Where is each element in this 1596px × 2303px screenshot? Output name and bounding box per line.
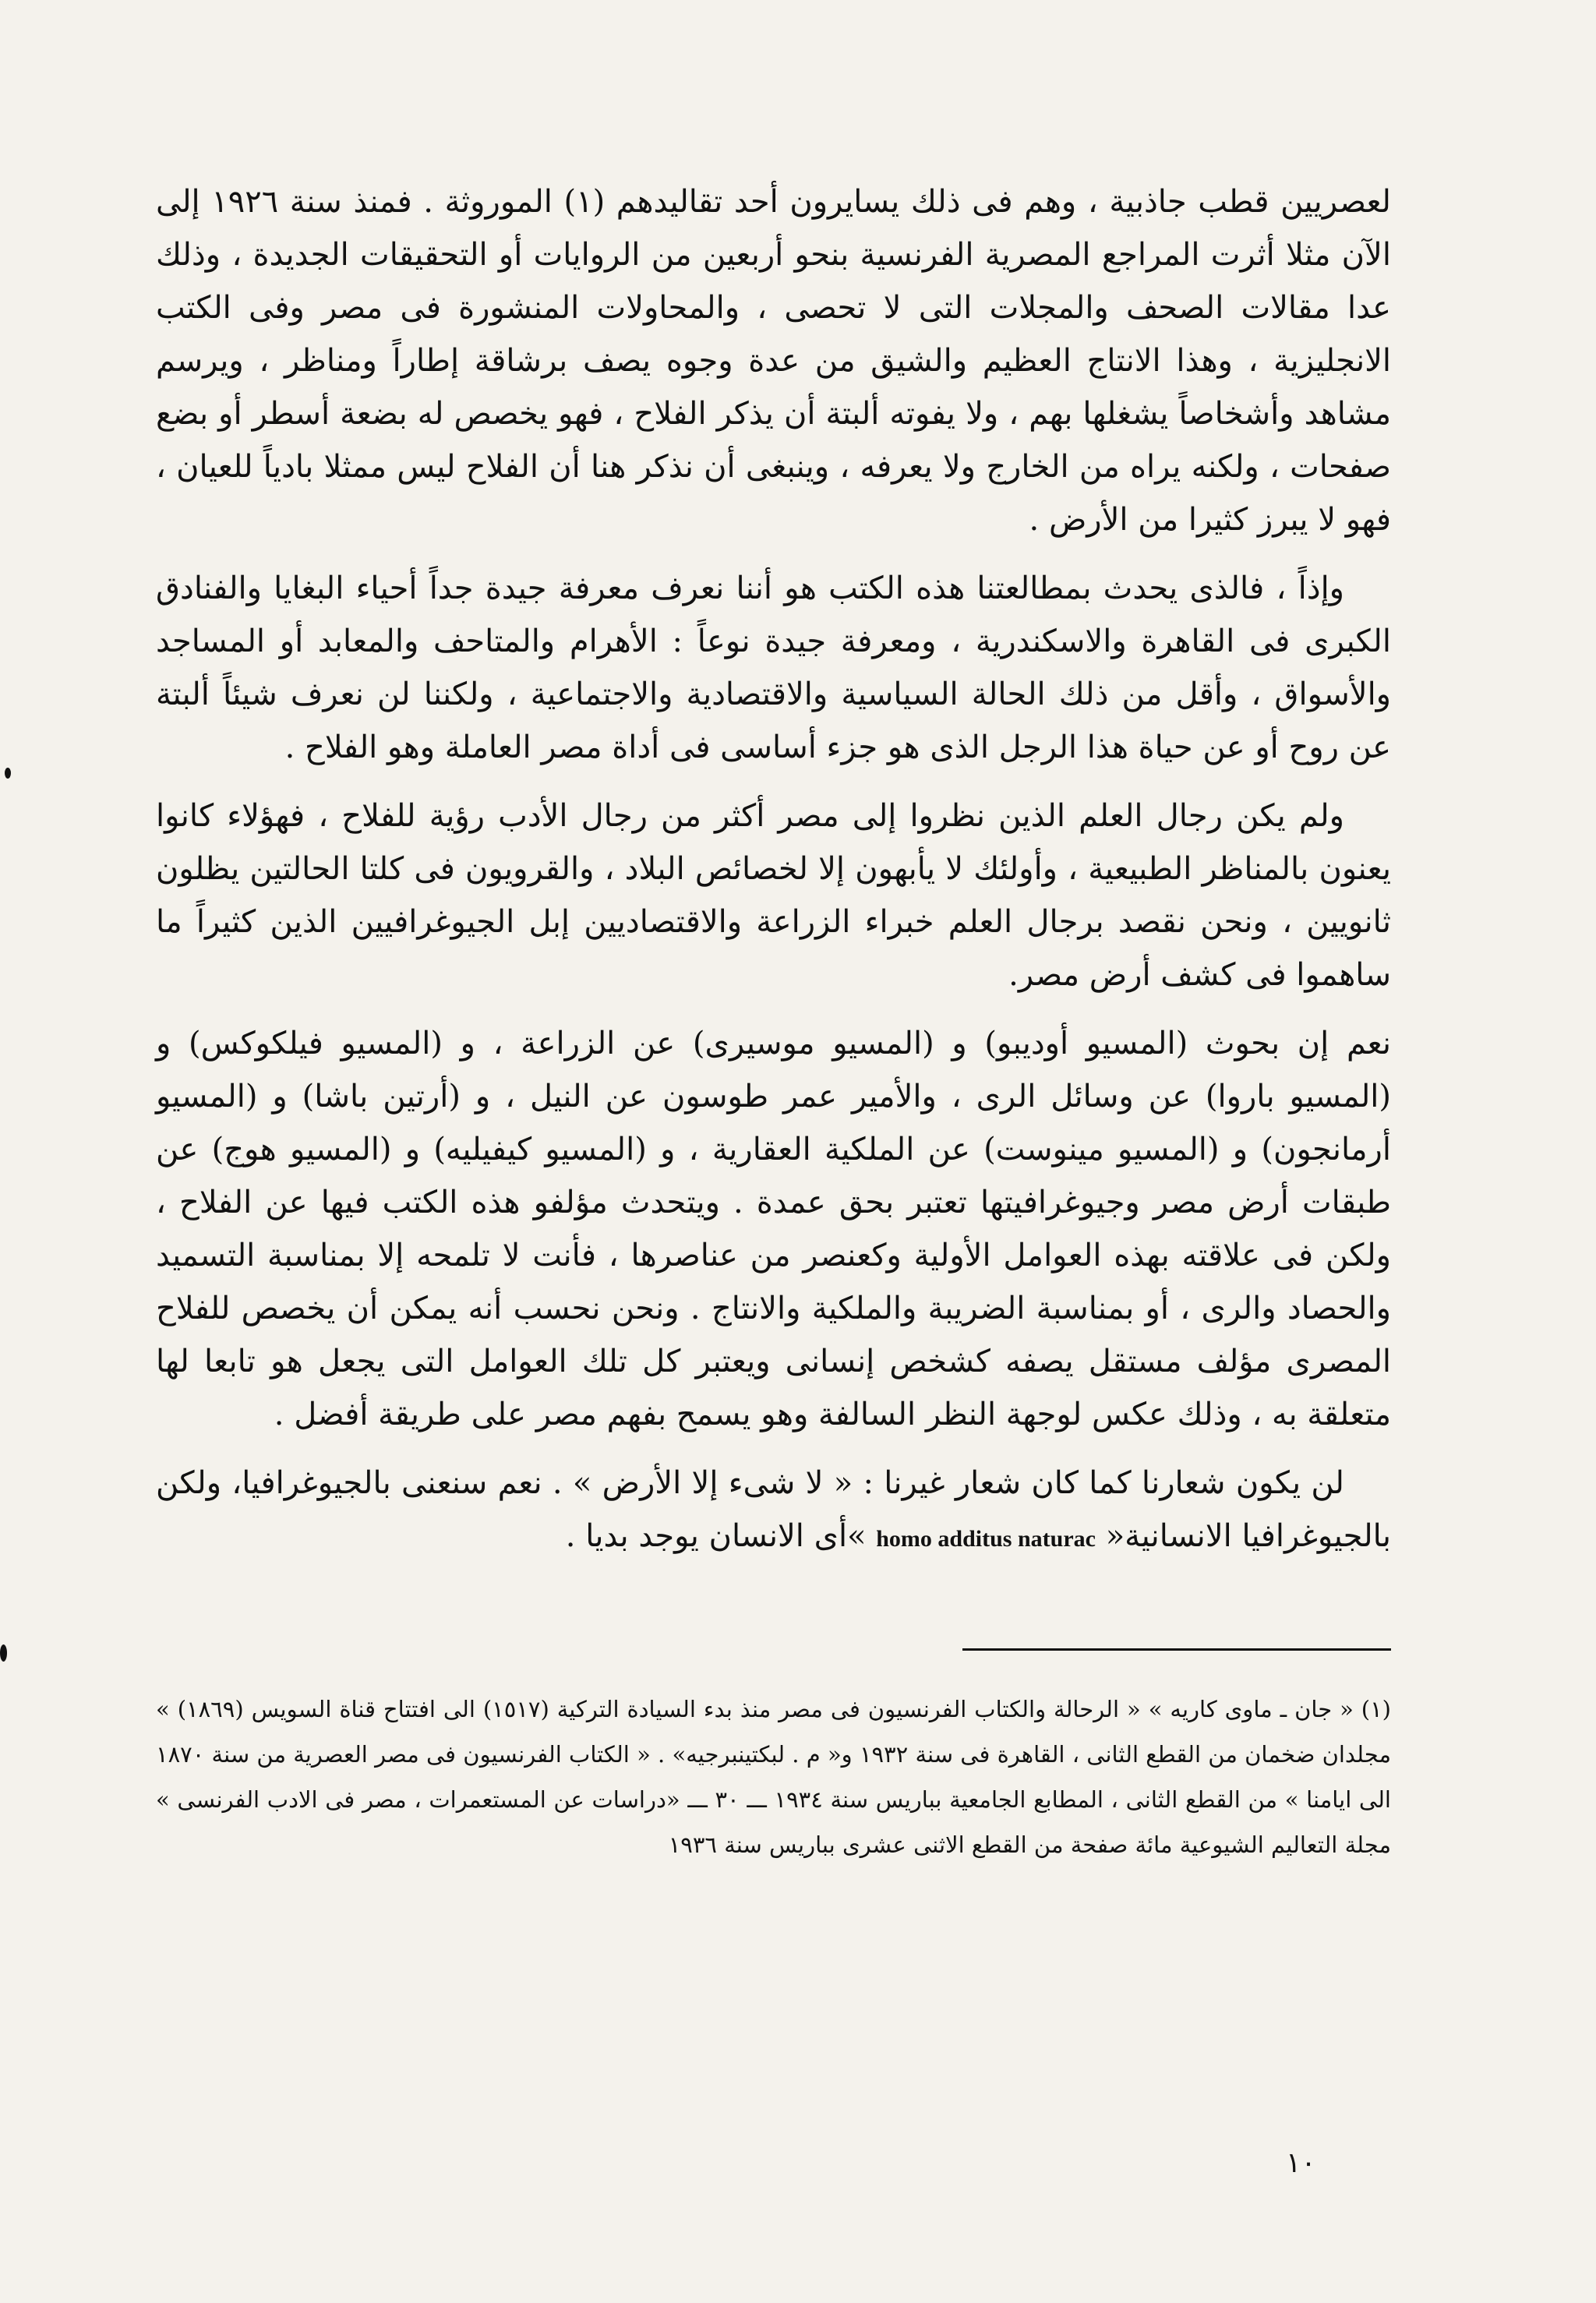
scan-speck [5,768,11,779]
paragraph-5 [156,1457,1391,1566]
footnote-separator [962,1648,1391,1651]
paragraph-4: نعم إن بحوث (المسيو أوديبو) و (المسيو موسيرى) عن الزراعة ، و (المسيو فيلكوكس) و (المسيو باروا) عن وسائل الرى ، والأمير عمر طوسون عن النيل ، و (أرتين باشا) و (المسيو أرمانجون) و (المسيو مينوست) عن الملكية العقارية ، و (المسيو كيفيليه) و (المسيو هوج) عن طبقات أرض مصر وجيوغرافيتها تعتبر بحق عمدة . ويتحدث مؤلفو هذه الكتب فيها عن الفلاح ، ولكن فى علاقته بهذه العوامل الأولية وكعنصر من عناصرها ، فأنت لا تلمحه إلا بمناسبة التسميد والحصاد والرى ، أو بمناسبة الضريبة والملكية والانتاج . ونحن نحسب أنه يمكن أن يخصص للفلاح المصرى مؤلف مستقل يصفه كشخص إنسانى ويعتبر كل تلك العوامل التى يجعل هو تابعا لها متعلقة به ، وذلك عكس لوجهة النظر السالفة وهو يسمح بفهم مصر على طريقة أفضل . [156,1026,1391,1432]
document-page [156,175,1391,2280]
paragraph-1: لعصريين قطب جاذبية ، وهم فى ذلك يسايرون أحد تقاليدهم (١) الموروثة . فمنذ سنة ١٩٢٦ إلى الآن مثلا أثرت المراجع المصرية الفرنسية بنحو أربعين من الروايات أو التحقيقات الجديدة ، وذلك عدا مقالات الصحف والمجلات التى لا تحصى ، والمحاولات المنشورة فى مصر وفى الكتب الانجليزية ، وهذا الانتاج العظيم والشيق من عدة وجوه يصف برشاقة إطاراً ومناظر ، ويرسم مشاهد وأشخاصاً يشغلها بهم ، ولا يفوته ألبتة أن يذكر الفلاح ، فهو يخصص له بضعة أسطر أو بضع صفحات ، ولكنه يراه من الخارج ولا يعرفه ، وينبغى أن نذكر هنا أن الفلاح ليس ممثلا بادياً للعيان ، فهو لا يبرز كثيرا من الأرض . [156,184,1392,538]
scan-speck [0,1644,7,1662]
latin-phrase: homo additus naturac [876,1526,1096,1552]
paragraph-2: وإذاً ، فالذى يحدث بمطالعتنا هذه الكتب هو أننا نعرف معرفة جيدة جداً أحياء البغايا والفنادق الكبرى فى القاهرة والاسكندرية ، ومعرفة جيدة نوعاً : الأهرام والمتاحف والمعابد أو المساجد والأسواق ، وأقل من ذلك الحالة السياسية والاقتصادية والاجتماعية ، ولكننا لن نعرف شيئاً ألبتة عن روح أو عن حياة هذا الرجل الذى هو جزء أساسى فى أداة مصر العاملة وهو الفلاح . [156,570,1391,765]
paragraph-5-arabic-end: »أى الانسان يوجد بديا . [565,1518,867,1554]
paragraph-5-arabic-start: لن يكون شعارنا كما كان شعار غيرنا : « لا شىء إلا الأرض » . نعم سنعنى بالجيوغرافيا، ولكن بالجيوغرافيا الانسانية« [156,1465,1391,1554]
paragraph-3: ولم يكن رجال العلم الذين نظروا إلى مصر أكثر من رجال الأدب رؤية للفلاح ، فهؤلاء كانوا يعنون بالمناظر الطبيعية ، وأولئك لا يأبهون إلا لخصائص البلاد ، والقرويون فى كلتا الحالتين يظلون ثانويين ، ونحن نقصد برجال العلم خبراء الزراعة والاقتصاديين إبل الجيوغرافيين الذين كثيراً ما ساهموا فى كشف أرض مصر. [156,798,1392,993]
page-number: ١٠ [1286,2147,1316,2179]
footnote: (١) « جان ـ ماوى كاريه » « الرحالة والكتاب الفرنسيون فى مصر منذ بدء السيادة التركية (١٥١٧) الى افتتاح قناة السويس (١٨٦٩) » مجلدان ضخمان من القطع الثانى ، القاهرة فى سنة ١٩٣٢ و« م . لبكتينبرجيه» . « الكتاب الفرنسيون فى مصر العصرية من سنة ١٨٧٠ الى ايامنا » من القطع الثانى ، المطابع الجامعية بباريس سنة ١٩٣٤ ـــ ٣٠ ـــ «دراسات عن المستعمرات ، مصر فى الادب الفرنسى » مجلة التعاليم الشيوعية مائة صفحة من القطع الاثنى عشرى بباريس سنة ١٩٣٦ [156,1696,1392,1858]
